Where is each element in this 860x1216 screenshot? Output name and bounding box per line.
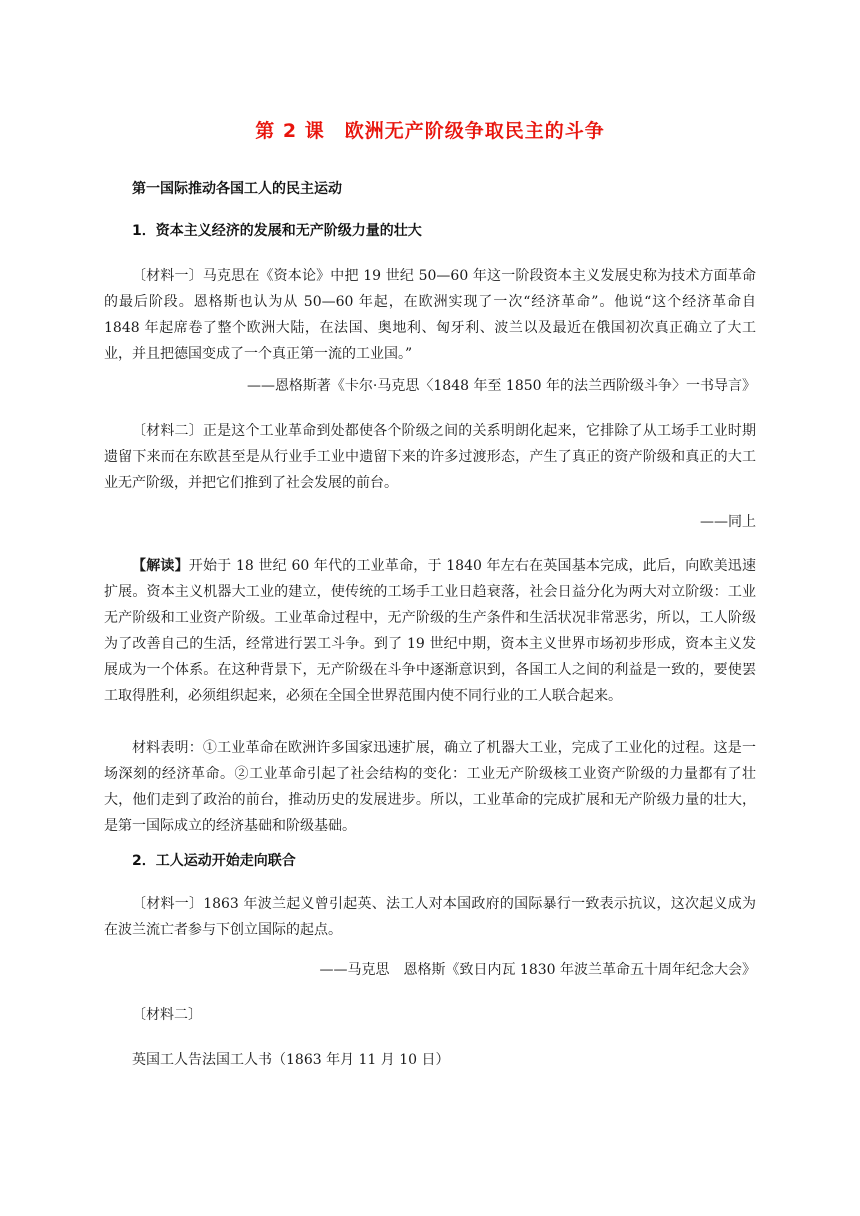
interpretation-text: 开始于 18 世纪 60 年代的工业革命，于 1840 年左右在英国基本完成，此后，向欧美迅速扩展。资本主义机器大工业的建立，使传统的工场手工业日趋衰落，社会日益分化为两大对立阶级：工业无产阶级和工业资产阶级。工业革命过程中，无产阶级的生产条件和生活状况非常恶劣，所以，工人阶级为了改善自己的生活，经常进行罢工斗争。到了 19 世纪中期，资本主义世界市场初步形成，资本主义发展成为一个体系。在这种背景下，无产阶级在斗争中逐渐意识到，各国工人之间的利益是一致的，要使罢工取得胜利，必须组织起来，必须在全国全世界范围内使不同行业的工人联合起来。 (104, 558, 756, 704)
conclusion-paragraph: 材料表明：①工业革命在欧洲许多国家迅速扩展，确立了机器大工业，完成了工业化的过程。这是一场深刻的经济革命。②工业革命引起了社会结构的变化：工业无产阶级核工业资产阶级的力量都有了壮大，他们走到了政治的前台，推动历史的发展进步。所以，工业革命的完成扩展和无产阶级力量的壮大，是第一国际成立的经济基础和阶级基础。 (104, 740, 756, 834)
material-3-source: ——马克思 恩格斯《致日内瓦 1830 年波兰革命五十周年纪念大会》 (319, 962, 756, 978)
section-heading: 第一国际推动各国工人的民主运动 (132, 181, 342, 197)
subsection-1-heading: 1．资本主义经济的发展和无产阶级力量的壮大 (132, 223, 422, 239)
material-4-label: 〔材料二〕 (132, 1007, 202, 1023)
material-1-source: ——恩格斯著《卡尔·马克思〈1848 年至 1850 年的法兰西阶级斗争〉一书导言》 (246, 378, 756, 394)
page-title: 第 2 课 欧洲无产阶级争取民主的斗争 (255, 120, 605, 142)
material-1-paragraph: 〔材料一〕马克思在《资本论》中把 19 世纪 50—60 年这一阶段资本主义发展史称为技术方面革命的最后阶段。恩格斯也认为从 50—60 年起，在欧洲实现了一次“经济革命”。他说“这个经济革命自 1848 年起席卷了整个欧洲大陆，在法国、奥地利、匈牙利、波兰以及最近在俄国初次真正确立了大工业，并且把德国变成了一个真正第一流的工业国。” (104, 268, 756, 362)
letter-title: 英国工人告法国工人书（1863 年月 11 月 10 日） (132, 1052, 450, 1068)
material-2-source: ——同上 (700, 514, 756, 530)
subsection-2-heading: 2．工人运动开始走向联合 (132, 853, 296, 869)
interpretation-paragraph (104, 553, 756, 709)
material-2-paragraph: 〔材料二〕正是这个工业革命到处都使各个阶级之间的关系明朗化起来，它排除了从工场手工业时期遗留下来而在东欧甚至是从行业手工业中遗留下来的许多过渡形态，产生了真正的资产阶级和真正的大工业无产阶级，并把它们推到了社会发展的前台。 (104, 423, 756, 491)
material-3-paragraph: 〔材料一〕1863 年波兰起义曾引起英、法工人对本国政府的国际暴行一致表示抗议，这次起义成为在波兰流亡者参与下创立国际的起点。 (104, 896, 756, 938)
interpretation-label: 【解读】 (132, 558, 189, 574)
